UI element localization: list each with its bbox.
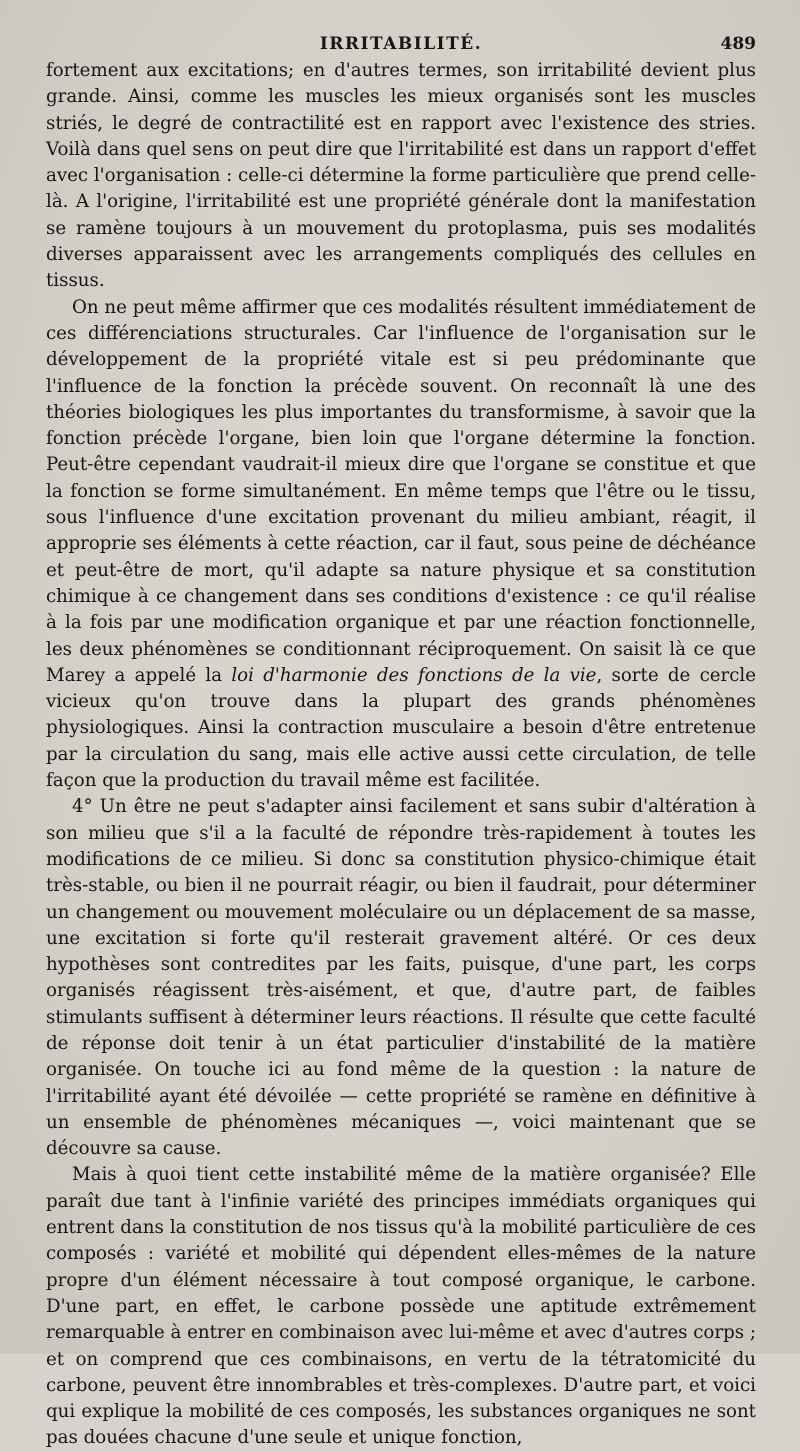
body-text — [46, 58, 756, 1452]
paragraph — [46, 295, 756, 795]
running-head — [46, 30, 756, 58]
running-title: IRRITABILITÉ. — [319, 34, 483, 54]
text-run: , sorte de cercle vicieux qu'on trouve dans la plupart des grands phénomènes physiologiques. Ainsi la contraction musculaire a besoin d'être entretenue par la circulation du sang, mais elle active aussi cette circulation, de telle façon que la production du travail même est facilitée. — [46, 664, 756, 792]
paragraph — [46, 794, 756, 1162]
paragraph — [46, 1162, 756, 1451]
page-number: 489 — [720, 34, 756, 54]
text-run: Mais à quoi tient cette instabilité même de la matière organisée? Elle paraît due tant à l'infinie variété des principes immédiats organiques qui entrent dans la constitution de nos tissus qu'à la mobilité particulière de ces composés : variété et mobilité qui dépendent elles-mêmes de la nature propre d'un élément nécessaire à tout composé organique, le carbone. D'une part, en effet, le carbone possède une aptitude extrêmement remarquable à entrer en combinaison avec lui-même et avec d'autres corps ; et on comprend que ces combinaisons, en vertu de la tétratomicité du carbone, peuvent être innombrables et très-complexes. D'autre part, et voici qui explique la mobilité de ces composés, les substances organiques ne sont pas douées chacune d'une seule et unique fonction, — [46, 1164, 756, 1449]
text-run: fortement aux excitations; en d'autres termes, son irritabilité devient plus grande. Ainsi, comme les muscles les mieux organisés sont les muscles striés, le degré de contractilité est en rapport avec l'existence des stries. Voilà dans quel sens on peut dire que l'irritabilité est dans un rapport d'effet avec l'organisation : celle-ci détermine la forme particulière que prend celle-là. A l'origine, l'irritabilité est une propriété générale dont la manifestation se ramène toujours à un mouvement du protoplasma, puis ses modalités diverses apparaissent avec les arrangements compliqués des cellules en tissus. — [46, 60, 756, 292]
text-run: On ne peut même affirmer que ces modalités résultent immédiatement de ces différenciations structurales. Car l'influence de l'organisation sur le développement de la propriété vitale est si peu prédominante que l'influence de la fonction la précède souvent. On reconnaît là une des théories biologiques les plus importantes du transformisme, à savoir que la fonction précède l'organe, bien loin que l'organe détermine la fonction. Peut-être cependant vaudrait-il mieux dire que l'organe se constitue et que la fonction se forme simultanément. En même temps que l'être ou le tissu, sous l'influence d'une excitation provenant du milieu ambiant, réagit, il approprie ses éléments à cette réaction, car il faut, sous peine de déchéance et peut-être de mort, qu'il adapte sa nature physique et sa constitution chimique à ce changement dans ses conditions d'existence : ce qu'il réalise à la fois par une modification organique et par une réaction fonctionnelle, les deux phénomènes se conditionnant réciproquement. On saisit là ce que Marey a appelé la — [46, 296, 756, 686]
paragraph — [46, 58, 756, 295]
text-run: 4° Un être ne peut s'adapter ainsi facilement et sans subir d'altération à son milieu que s'il a la faculté de répondre très-rapidement à toutes les modifications de ce milieu. Si donc sa constitution physico-chimique était très-stable, ou bien il ne pourrait réagir, ou bien il faudrait, pour déterminer un changement ou mouvement moléculaire ou un déplacement de sa masse, une excitation si forte qu'il resterait gravement altéré. Or ces deux hypothèses sont contredites par les faits, puisque, d'une part, les corps organisés réagissent très-aisément, et que, d'autre part, de faibles stimulants suffisent à déterminer leurs réactions. Il résulte que cette faculté de réponse doit tenir à un état particulier d'instabilité de la matière organisée. On touche ici au fond même de la question : la nature de l'irritabilité ayant été dévoilée — cette propriété se ramène en définitive à un ensemble de phénomènes mécaniques —, voici maintenant que se découvre sa cause. — [46, 796, 756, 1160]
italic-text: loi d'harmonie des fonctions de la vie — [231, 664, 597, 686]
